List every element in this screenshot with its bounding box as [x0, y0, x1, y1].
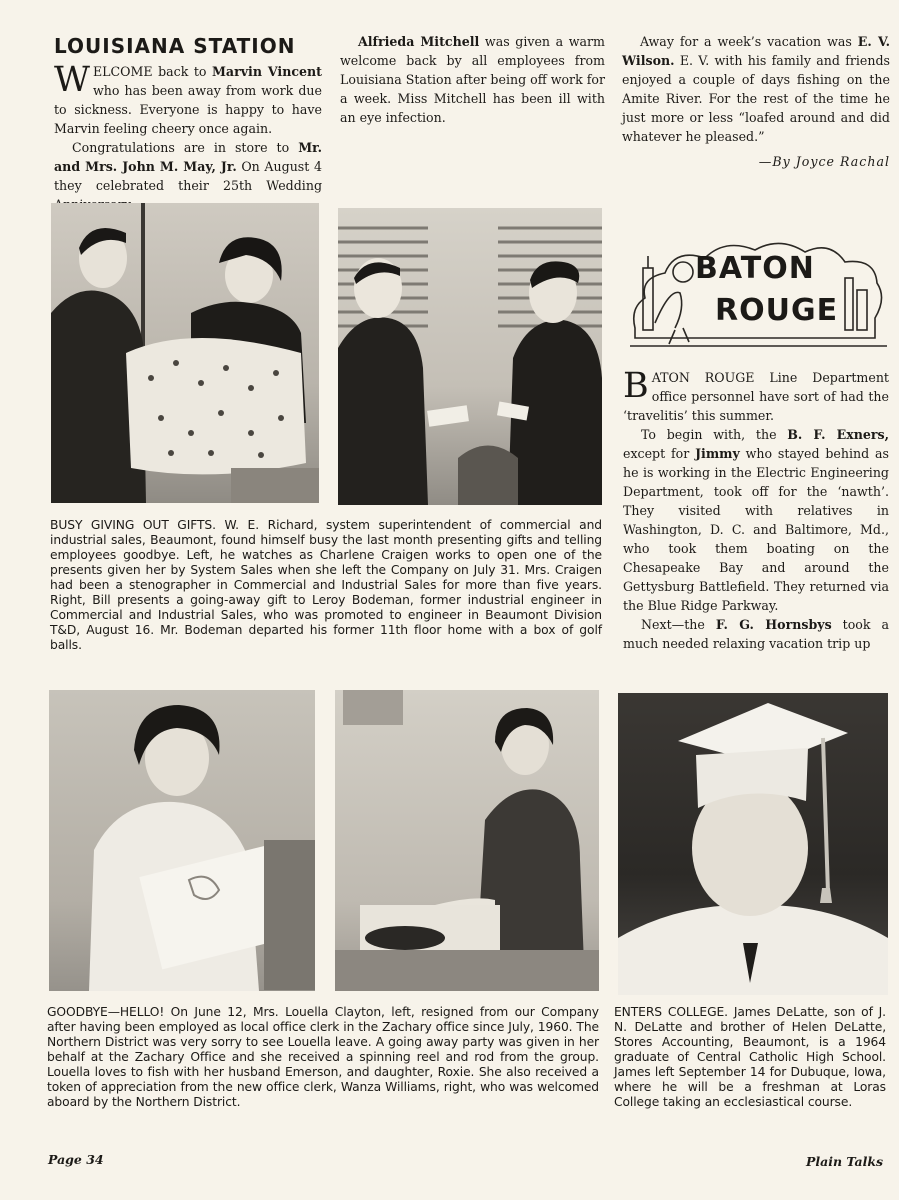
- caption-busy-giving-gifts: BUSY GIVING OUT GIFTS. W. E. Richard, system superintendent of commercial and industrial sales, Beaumont, found himself busy the last month presenting gifts and telling employees goodbye. Left, he watches as Charlene Craigen works to open one of the presents given her by System Sales when she left the Company on July 31. Mrs. Craigen had been a stenographer in Commercial and Industrial Sales for more than five years. Right, Bill presents a going-away gift to Leroy Bodeman, former industrial engineer in Commercial and Industrial Sales, who was promoted to engineer in Beaumont Division T&D, August 16. Mr. Bodeman departed his former 11th floor home with a box of golf balls.: [50, 518, 602, 652]
- logo-word-baton: BATON: [695, 251, 815, 286]
- louisiana-section: [54, 34, 322, 214]
- photo-wanza-williams: [335, 690, 599, 991]
- louisiana-column-3: [622, 32, 890, 171]
- photo-louella-clayton: [49, 690, 315, 991]
- drop-cap: W: [54, 60, 90, 100]
- photo-gift-charlene-craigen: [51, 203, 319, 503]
- louisiana-column-2: [340, 32, 605, 127]
- photo-james-delatte: [618, 693, 888, 995]
- louisiana-paragraph-4: Away for a week’s vacation was E. V. Wilson. E. V. with his family and friends enjoyed a couple of days fishing on the Amite River. For the rest of the time he just more or less “loafed around and did whatever he pleased.”: [622, 34, 890, 144]
- baton-rouge-logo: [625, 228, 890, 352]
- baton-rouge-paragraph-3: Next—the F. G. Hornsbys took a much needed relaxing vacation trip up: [623, 617, 889, 651]
- louisiana-paragraph-3: Alfrieda Mitchell was given a warm welcome back by all employees from Louisiana Station after being off work for a week. Miss Mitchell has been ill with an eye infection.: [340, 34, 606, 125]
- baton-rouge-section: [623, 368, 889, 653]
- section-headline-louisiana: LOUISIANA STATION: [54, 34, 296, 58]
- logo-word-rouge: ROUGE: [715, 293, 839, 328]
- louisiana-paragraph-2: Congratulations are in store to Mr. and Mrs. John M. May, Jr. On August 4 they celebrated their 25th Wedding: [54, 140, 322, 193]
- byline: —By Joyce Rachal: [758, 154, 890, 169]
- magazine-title: Plain Talks: [806, 1154, 884, 1169]
- photo-gift-leroy-bodeman: [338, 208, 602, 505]
- caption-enters-college: ENTERS COLLEGE. James DeLatte, son of J. N. DeLatte and brother of Helen DeLatte, Stores Accounting, Beaumont, is a 1964 graduate of Central Catholic High School. James left September 14 for Dubuque, Iowa, where he will be a freshman at Loras College taking an ecclesiastical course.: [614, 1005, 886, 1109]
- louisiana-paragraph-1: WELCOME back to Marvin Vincent who has been away from work due to sickness. Everyone is happy to have Marvin feeling cheery once again.: [54, 60, 322, 136]
- page-number: Page 34: [48, 1152, 104, 1167]
- drop-cap: B: [623, 366, 649, 406]
- caption-goodbye-hello: GOODBYE—HELLO! On June 12, Mrs. Louella Clayton, left, resigned from our Company after having been employed as local office clerk in the Zachary office since July, 1960. The Northern District was very sorry to see Louella leave. A going away party was given in her behalf at the Zachary Office and she received a spinning reel and rod from the group. Louella loves to fish with her husband Emerson, and daughter, Roxie. She also received a token of appreciation from the new office clerk, Wanza Williams, right, who was welcomed aboard by the Northern District.: [47, 1005, 599, 1109]
- baton-rouge-paragraph-1: BATON ROUGE Line Department office personnel have sort of had the ‘travelitis’ this summer.: [623, 366, 889, 423]
- baton-rouge-paragraph-2: To begin with, the B. F. Exners, except for Jimmy who stayed behind as he is working in the Electric Engineering Department, took off for the ‘nawth’. They visited with relatives in Washington, D. C. and Baltimore, Md., who took them boating on the Chesapeake Bay and around the Gettysburg Battlefield. They returned via the Blue Ridge Parkway.: [623, 427, 889, 613]
